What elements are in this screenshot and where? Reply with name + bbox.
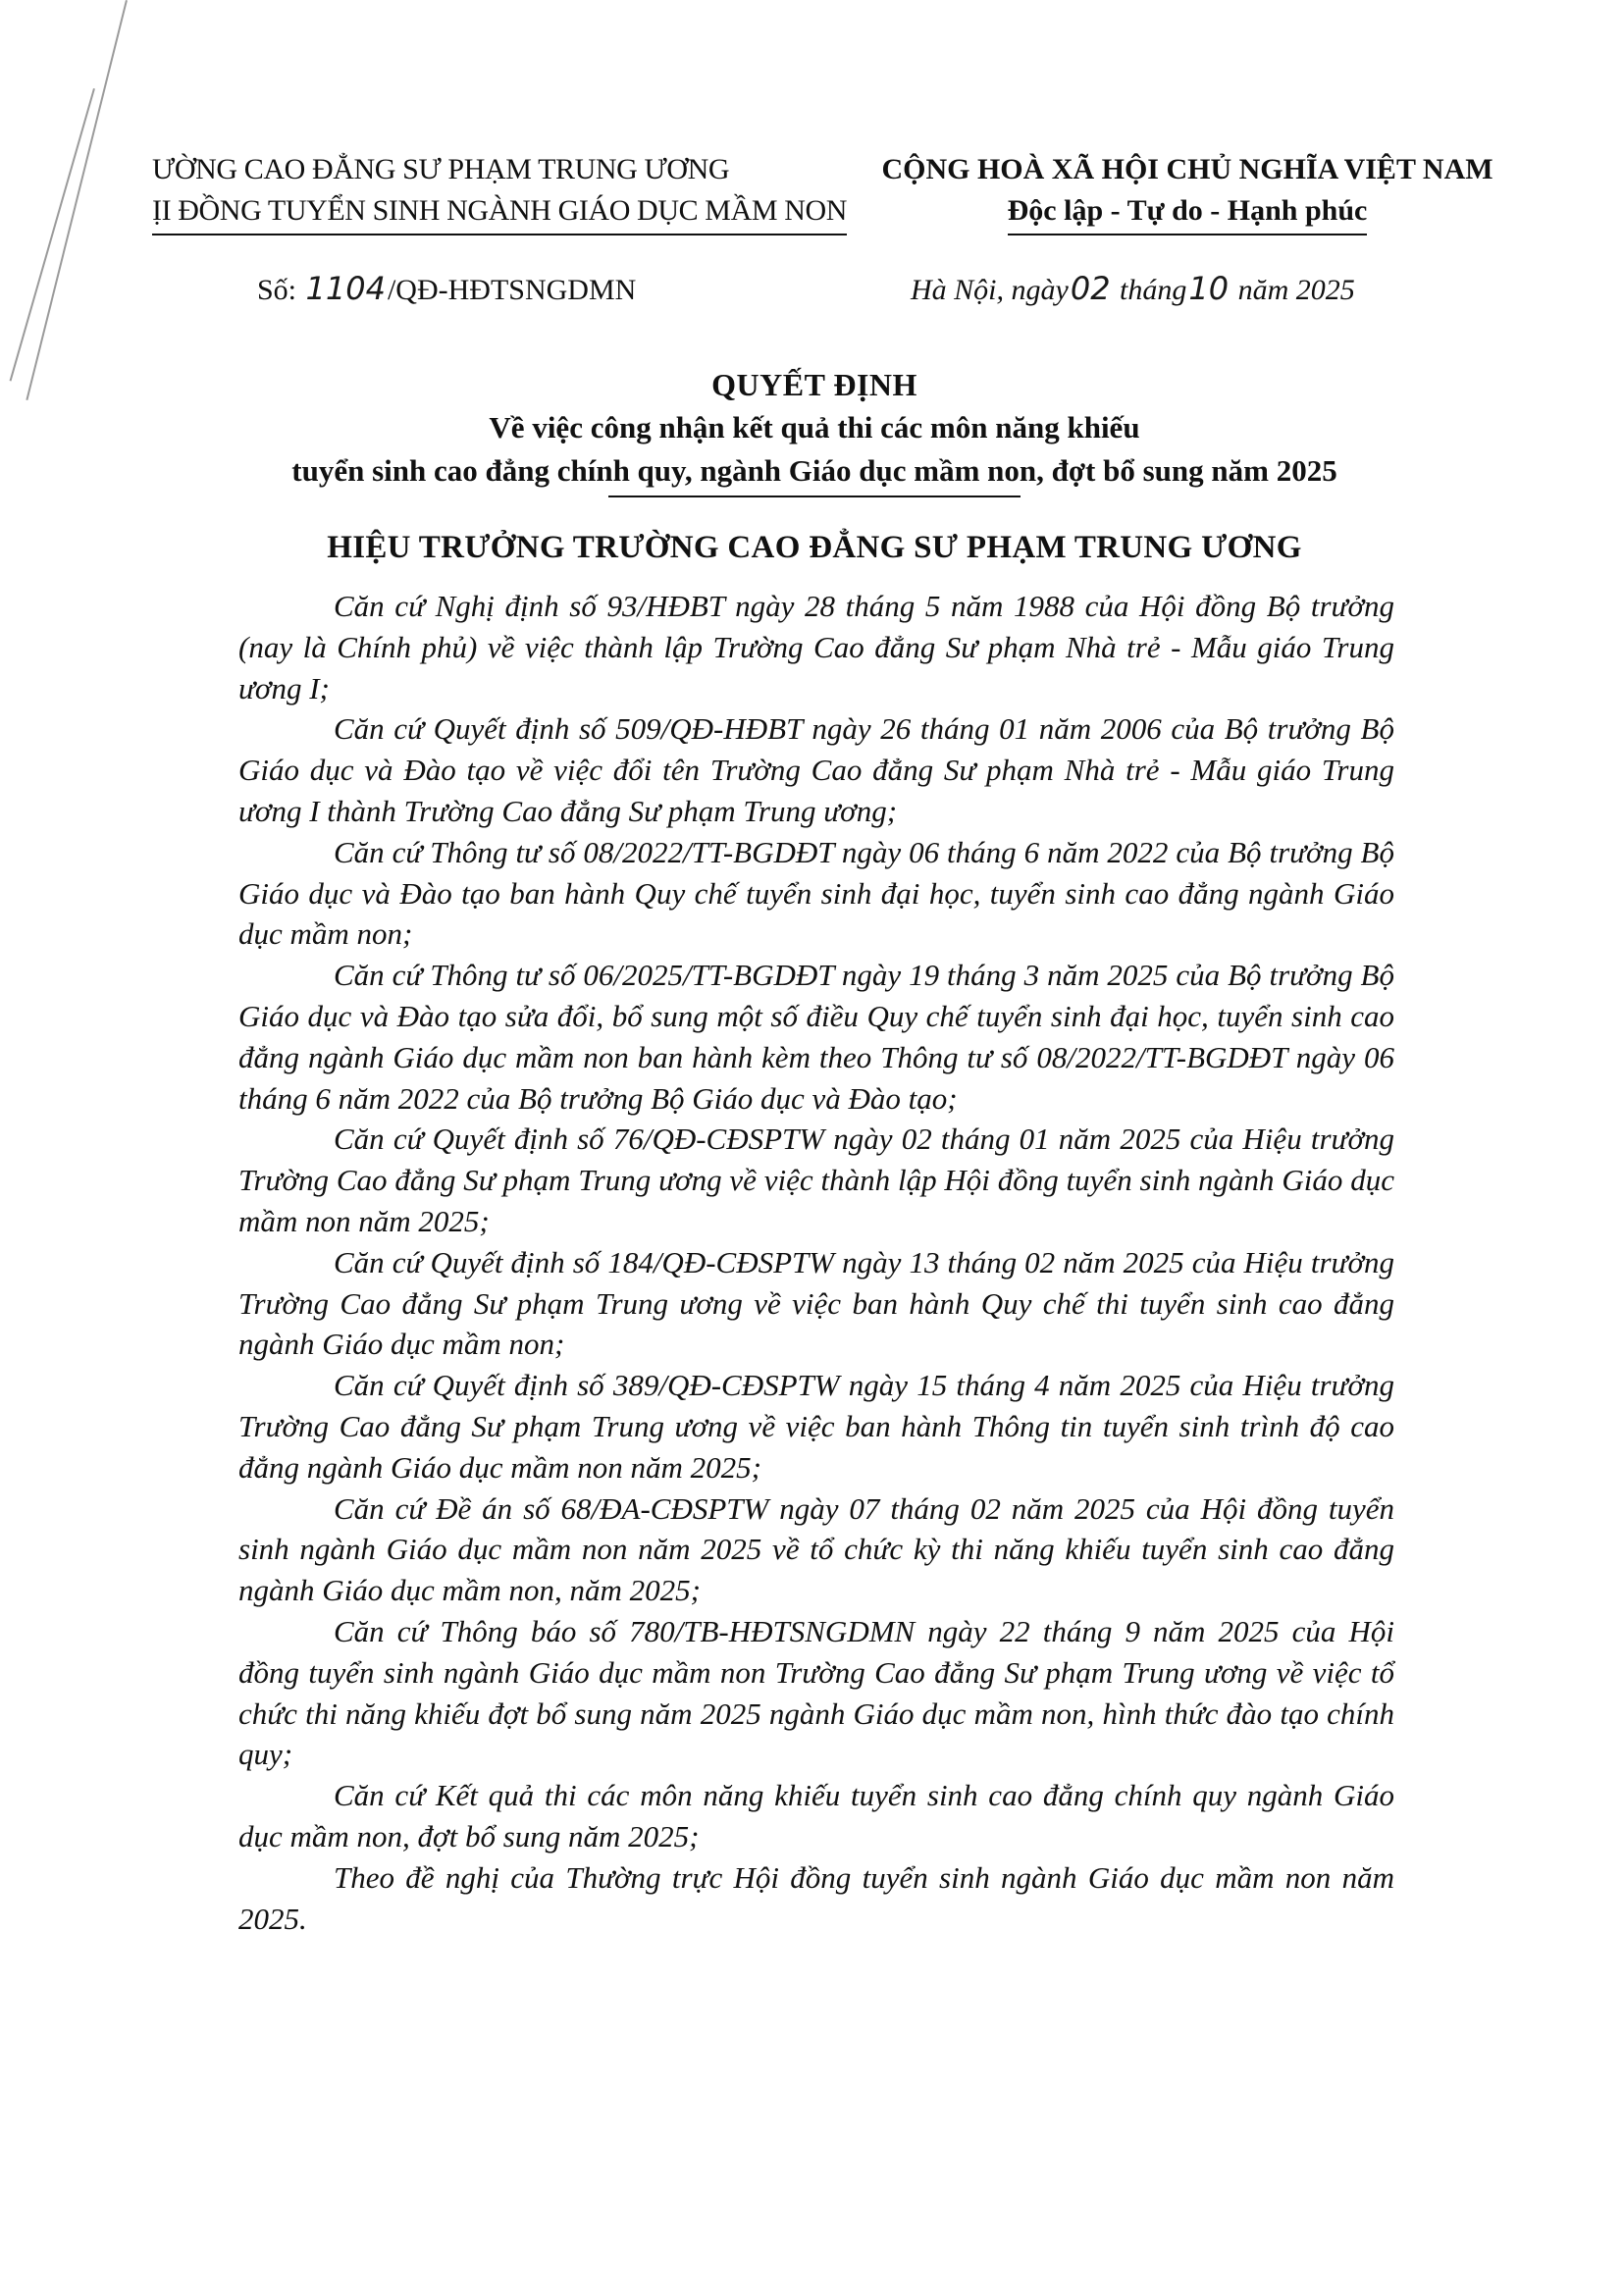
legal-basis-paragraph: Căn cứ Thông tư số 08/2022/TT-BGDĐT ngày 06 tháng 6 năm 2022 của Bộ trưởng Bộ Giáo dục và Đào tạo ban hành Quy chế tuyển sinh đại học, tuyển sinh cao đẳng ngành Giáo dục mầm non; — [238, 834, 1394, 952]
decision-subject-line-1: Về việc công nhận kết quả thi các môn năng khiếu — [489, 410, 1140, 444]
national-motto-block — [864, 149, 1511, 235]
scan-artifact-line — [10, 88, 95, 382]
legal-basis-paragraph: Căn cứ Kết quả thi các môn năng khiếu tuyển sinh cao đẳng chính quy ngành Giáo dục mầm non, đợt bổ sung năm 2025; — [238, 1778, 1394, 1853]
issue-date-month-label: tháng — [1120, 274, 1187, 306]
document-number — [257, 270, 636, 307]
legal-basis-paragraph: Căn cứ Quyết định số 184/QĐ-CĐSPTW ngày 13 tháng 02 năm 2025 của Hiệu trưởng Trường Cao đẳng Sư phạm Trung ương về việc ban hành Quy chế thi tuyển sinh cao đẳng ngành Giáo dục mầm non; — [238, 1244, 1394, 1362]
decision-subject-line-2: tuyển sinh cao đẳng chính quy, ngành Giáo dục mầm non, đợt bổ sung năm 2025 — [291, 453, 1337, 488]
legal-basis-body — [238, 586, 1394, 1939]
decision-title-block — [177, 363, 1452, 493]
issue-date-month: 10 — [1188, 270, 1230, 307]
legal-basis-paragraph: Căn cứ Đề án số 68/ĐA-CĐSPTW ngày 07 tháng 02 năm 2025 của Hội đồng tuyển sinh ngành Giáo dục mầm non năm 2025 về tổ chức kỳ thi năng khiếu tuyển sinh cao đẳng ngành Giáo dục mầm non, năm 2025; — [238, 1490, 1394, 1608]
document-number-suffix: /QĐ-HĐTSNGDMN — [387, 274, 637, 306]
issuer-council-name — [152, 190, 859, 235]
issuer-school-name: ƯỜNG CAO ĐẲNG SƯ PHẠM TRUNG ƯƠNG — [152, 153, 730, 185]
legal-basis-paragraph: Căn cứ Quyết định số 389/QĐ-CĐSPTW ngày 15 tháng 4 năm 2025 của Hiệu trưởng Trường Cao đẳng Sư phạm Trung ương về việc ban hành Thông tin tuyển sinh trình độ cao đẳng ngành Giáo dục mầm non năm 2025; — [238, 1368, 1394, 1485]
issue-date-day: 02 — [1070, 270, 1111, 307]
issuer-council-name-text: ỊI ĐỒNG TUYỂN SINH NGÀNH GIÁO DỤC MẦM NON — [152, 190, 847, 235]
title-divider — [608, 496, 1021, 497]
issue-date-year: năm 2025 — [1237, 274, 1355, 306]
issue-date-place: Hà Nội, ngày — [911, 274, 1069, 306]
legal-basis-paragraph: Căn cứ Quyết định số 76/QĐ-CĐSPTW ngày 02 tháng 01 năm 2025 của Hiệu trưởng Trường Cao đẳng Sư phạm Trung ương về việc thành lập Hội đồng tuyển sinh ngành Giáo dục mầm non năm 2025; — [238, 1122, 1394, 1238]
scan-artifact-line — [26, 0, 128, 400]
issue-date — [911, 270, 1355, 307]
authority-heading: HIỆU TRƯỞNG TRƯỜNG CAO ĐẲNG SƯ PHẠM TRUNG ƯƠNG — [327, 530, 1302, 565]
document-number-handwritten: 1104 — [305, 270, 386, 307]
motto-text: Độc lập - Tự do - Hạnh phúc — [1008, 190, 1368, 235]
document-number-prefix: Số: — [257, 274, 297, 306]
issuer-block — [152, 149, 859, 235]
country-name: CỘNG HOÀ XÃ HỘI CHỦ NGHĨA VIỆT NAM — [881, 153, 1493, 185]
legal-basis-paragraph: Căn cứ Thông tư số 06/2025/TT-BGDĐT ngày 19 tháng 3 năm 2025 của Bộ trưởng Bộ Giáo dục và Đào tạo sửa đổi, bổ sung một số điều Quy chế tuyển sinh đại học, tuyển sinh cao đẳng ngành Giáo dục mầm non ban hành kèm theo Thông tư số 08/2022/TT-BGDĐT ngày 06 tháng 6 năm 2022 của Bộ trưởng Bộ Giáo dục và Đào tạo; — [238, 958, 1394, 1116]
decision-title: QUYẾT ĐỊNH — [711, 367, 917, 402]
legal-basis-paragraph: Căn cứ Nghị định số 93/HĐBT ngày 28 tháng 5 năm 1988 của Hội đồng Bộ trưởng (nay là Chính phủ) về việc thành lập Trường Cao đẳng Sư phạm Nhà trẻ - Mẫu giáo Trung ương I; — [238, 589, 1394, 705]
legal-basis-paragraph: Theo đề nghị của Thường trực Hội đồng tuyển sinh ngành Giáo dục mầm non năm 2025. — [238, 1859, 1394, 1936]
legal-basis-paragraph: Căn cứ Quyết định số 509/QĐ-HĐBT ngày 26 tháng 01 năm 2006 của Bộ trưởng Bộ Giáo dục và Đào tạo về việc đổi tên Trường Cao đẳng Sư phạm Nhà trẻ - Mẫu giáo Trung ương I thành Trường Cao đẳng Sư phạm Trung ương; — [238, 711, 1394, 828]
legal-basis-paragraph: Căn cứ Thông báo số 780/TB-HĐTSNGDMN ngày 22 tháng 9 năm 2025 của Hội đồng tuyển sinh ngành Giáo dục mầm non Trường Cao đẳng Sư phạm Trung ương về việc tổ chức thi năng khiếu đợt bổ sung năm 2025 ngành Giáo dục mầm non, hình thức đào tạo chính quy; — [238, 1613, 1394, 1772]
motto-line — [864, 190, 1511, 235]
